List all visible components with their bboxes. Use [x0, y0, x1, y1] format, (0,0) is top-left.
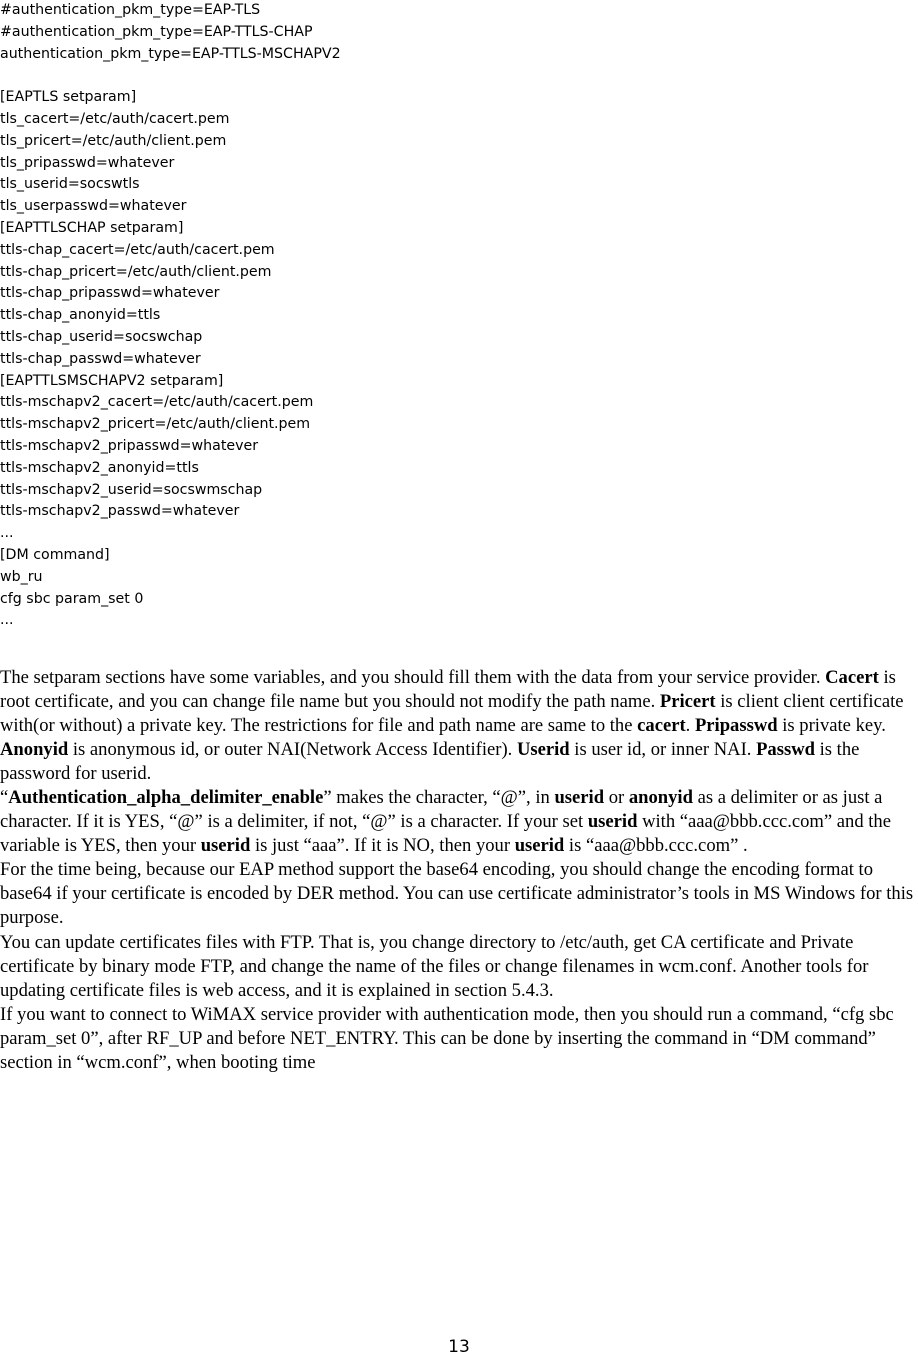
code-line: [DM command] — [0, 546, 110, 563]
page-number: 13 — [448, 1337, 470, 1357]
code-line: cfg sbc param_set 0 — [0, 590, 144, 607]
code-line: ttls-chap_userid=socswchap — [0, 328, 203, 345]
code-line: ttls-mschapv2_passwd=whatever — [0, 503, 240, 520]
code-line: tls_cacert=/etc/auth/cacert.pem — [0, 110, 230, 127]
code-line: ttls-mschapv2_pripasswd=whatever — [0, 437, 259, 454]
code-line: [EAPTTLSCHAP setparam] — [0, 219, 184, 236]
code-line: tls_userid=socswtls — [0, 176, 140, 193]
paragraph-dm-command: If you want to connect to WiMAX service provider with authentication mode, then you should run a command, “cfg sbc param_set 0”, after RF_UP and before NET_ENTRY. This can be done by inserting the command in “DM command” section in “wcm.conf”, when booting time — [0, 1003, 894, 1073]
code-line: tls_userpasswd=whatever — [0, 198, 187, 215]
code-line: ttls-chap_cacert=/etc/auth/cacert.pem — [0, 241, 275, 258]
code-line: tls_pripasswd=whatever — [0, 154, 175, 171]
code-line: tls_pricert=/etc/auth/client.pem — [0, 132, 227, 149]
paragraph-delimiter: “Authentication_alpha_delimiter_enable” makes the character, “@”, in userid or anonyid as a delimiter or as just a character. If it is YES, “@” is a delimiter, if not, “@” is a character. If your set userid with “aaa@bbb.ccc.com” and the variable is YES, then your userid is just “aaa”. If it is NO, then your userid is “aaa@bbb.ccc.com” . — [0, 787, 891, 857]
code-line: [EAPTTLSMSCHAPV2 setparam] — [0, 372, 224, 389]
code-line: authentication_pkm_type=EAP-TTLS-MSCHAPV2 — [0, 45, 341, 62]
code-line: ttls-mschapv2_cacert=/etc/auth/cacert.pem — [0, 394, 314, 411]
code-line: ... — [0, 525, 14, 542]
code-line: ttls-mschapv2_userid=socswmschap — [0, 481, 263, 498]
paragraph-base64: For the time being, because our EAP method support the base64 encoding, you should change the encoding format to base64 if your certificate is encoded by DER method. You can use certificate administrator’s tools in MS Windows for this purpose. — [0, 859, 914, 929]
paragraph-ftp: You can update certificates files with FTP. That is, you change directory to /etc/auth, get CA certificate and Private certificate by binary mode FTP, and change the name of the files or change filenames in wcm.conf. Another tools for updating certificate files is web access, and it is explained in section 5.4.3. — [0, 931, 869, 1001]
code-line: #authentication_pkm_type=EAP-TLS — [0, 2, 261, 18]
code-line: [EAPTLS setparam] — [0, 89, 137, 106]
code-line: ttls-mschapv2_anonyid=ttls — [0, 459, 199, 476]
code-line: ttls-mschapv2_pricert=/etc/auth/client.pem — [0, 416, 311, 433]
code-line: ttls-chap_pricert=/etc/auth/client.pem — [0, 263, 272, 280]
code-line: ... — [0, 612, 14, 629]
code-line: ttls-chap_anonyid=ttls — [0, 307, 161, 324]
code-line: #authentication_pkm_type=EAP-TTLS-CHAP — [0, 23, 313, 40]
code-line: wb_ru — [0, 568, 43, 585]
body-text — [0, 666, 918, 1075]
config-listing — [0, 0, 918, 632]
code-line: ttls-chap_passwd=whatever — [0, 350, 201, 367]
code-line: ttls-chap_pripasswd=whatever — [0, 285, 220, 302]
code-line — [0, 65, 918, 87]
paragraph-setparam: The setparam sections have some variables, and you should fill them with the data from your service provider. Cacert is root certificate, and you can change file name but you should not modify the path name. Pricert is client client certificate with(or without) a private key. The restrictions for file and path name are same to the cacert. Pripasswd is private key. Anonyid is anonymous id, or outer NAI(Network Access Identifier). Userid is user id, or inner NAI. Passwd is the password for userid. — [0, 667, 904, 785]
